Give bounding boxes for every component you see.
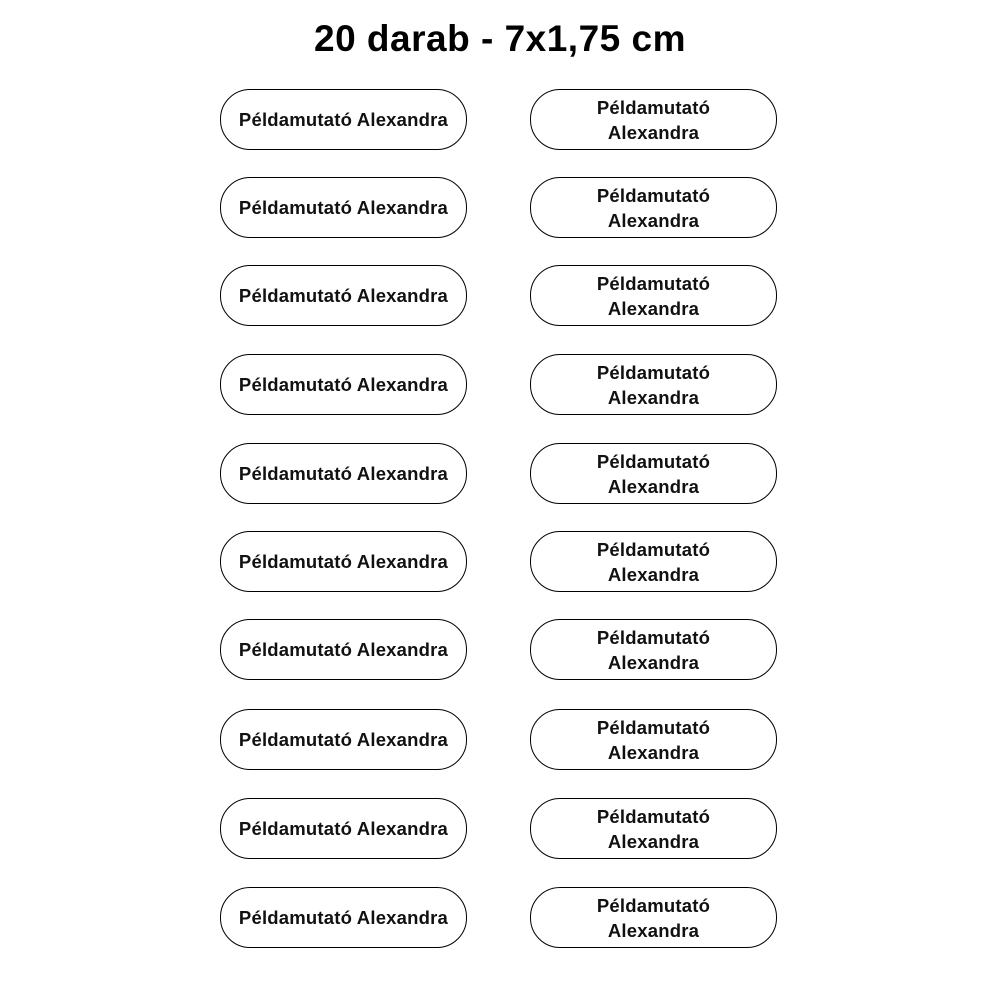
label-text: Példamutató Alexandra <box>238 374 449 395</box>
label-two-line <box>530 531 777 592</box>
label-single-line <box>220 354 467 415</box>
label-text: Példamutató Alexandra <box>238 109 449 130</box>
label-text: Példamutató Alexandra <box>596 361 711 408</box>
label-single-line <box>220 177 467 238</box>
label-text: Példamutató Alexandra <box>596 96 711 143</box>
label-single-line <box>220 443 467 504</box>
label-text: Példamutató Alexandra <box>596 894 711 941</box>
label-two-line <box>530 443 777 504</box>
label-two-line <box>530 887 777 948</box>
label-text: Példamutató Alexandra <box>238 197 449 218</box>
label-single-line <box>220 798 467 859</box>
label-text: Példamutató Alexandra <box>238 639 449 660</box>
label-two-line <box>530 177 777 238</box>
label-text: Példamutató Alexandra <box>596 538 711 585</box>
label-two-line <box>530 619 777 680</box>
page-title: 20 darab - 7x1,75 cm <box>314 18 686 59</box>
label-two-line <box>530 798 777 859</box>
label-text: Példamutató Alexandra <box>596 184 711 231</box>
label-single-line <box>220 531 467 592</box>
label-two-line <box>530 89 777 150</box>
label-text: Példamutató Alexandra <box>596 272 711 319</box>
label-text: Példamutató Alexandra <box>596 450 711 497</box>
label-two-line <box>530 709 777 770</box>
label-text: Példamutató Alexandra <box>596 626 711 673</box>
label-text: Példamutató Alexandra <box>238 729 449 750</box>
label-text: Példamutató Alexandra <box>238 551 449 572</box>
label-text: Példamutató Alexandra <box>596 805 711 852</box>
label-text: Példamutató Alexandra <box>238 818 449 839</box>
label-single-line <box>220 887 467 948</box>
label-text: Példamutató Alexandra <box>238 907 449 928</box>
label-text: Példamutató Alexandra <box>238 285 449 306</box>
label-two-line <box>530 354 777 415</box>
label-single-line <box>220 265 467 326</box>
label-single-line <box>220 619 467 680</box>
label-single-line <box>220 709 467 770</box>
label-text: Példamutató Alexandra <box>596 716 711 763</box>
label-text: Példamutató Alexandra <box>238 463 449 484</box>
label-single-line <box>220 89 467 150</box>
label-two-line <box>530 265 777 326</box>
